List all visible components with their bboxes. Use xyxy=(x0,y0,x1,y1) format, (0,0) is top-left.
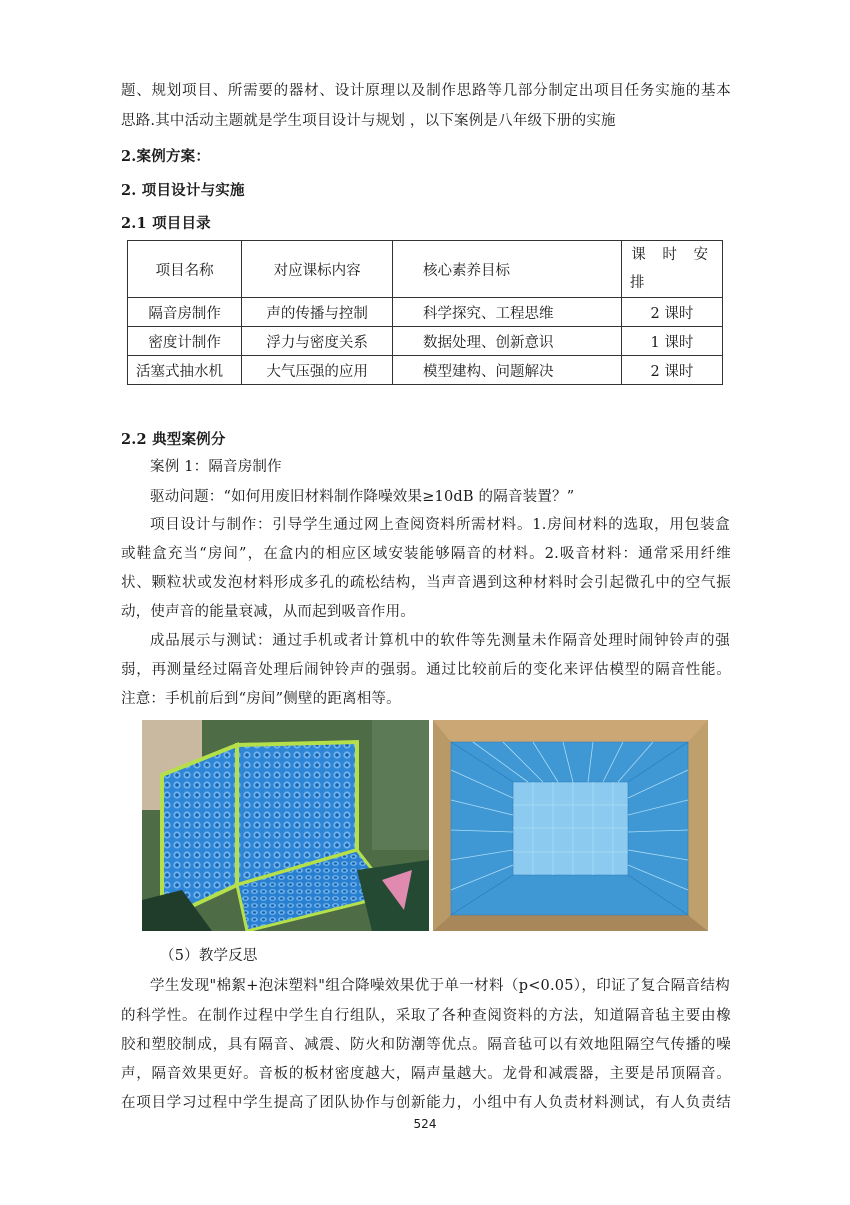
table-cell: 1 课时 xyxy=(621,327,722,356)
design-line-1: 项目设计与制作：引导学生通过网上查阅资料所需材料。1.房间材料的选取，用包装盒 xyxy=(150,517,730,533)
heading-project-design: 2. 项目设计与实施 xyxy=(121,182,245,199)
header-hours-line-2: 排 xyxy=(629,275,645,291)
intro-line-2: 思路.其中活动主题就是学生项目设计与规划 ，以下案例是八年级下册的实施 xyxy=(121,113,616,129)
table-cell: 大气压强的应用 xyxy=(242,356,393,385)
table-cell: 隔音房制作 xyxy=(128,298,242,327)
header-curriculum: 对应课标内容 xyxy=(242,241,393,298)
header-hours-line-1: 课 时 安 xyxy=(631,247,714,263)
pyramid-box-photo xyxy=(433,720,708,931)
design-line-2: 或鞋盒充当“房间”，在盒内的相应区域安装能够隔音的材料。2.吸音材料：通常采用纤维 xyxy=(121,546,731,562)
table-cell: 浮力与密度关系 xyxy=(242,327,393,356)
table-row xyxy=(128,327,723,356)
project-catalog-table xyxy=(127,240,723,385)
table-header-row xyxy=(128,241,723,298)
design-line-4: 动，使声音的能量衰减，从而起到吸音作用。 xyxy=(121,604,415,620)
table-cell: 2 课时 xyxy=(621,298,722,327)
table-cell: 数据处理、创新意识 xyxy=(393,327,622,356)
reflection-line-1: 学生发现"棉絮+泡沫塑料"组合降噪效果优于单一材料（p<0.05），印证了复合隔音结构 xyxy=(150,978,730,994)
design-line-3: 状、颗粒状或发泡材料形成多孔的疏松结构，当声音遇到这种材料时会引起微孔中的空气振 xyxy=(121,575,731,591)
case-title: 案例 1：隔音房制作 xyxy=(150,459,282,475)
header-literacy-goal: 核心素养目标 xyxy=(393,241,622,298)
driving-question: 驱动问题：“如何用废旧材料制作降噪效果≥10dB 的隔音装置？” xyxy=(150,489,575,505)
table-cell: 活塞式抽水机 xyxy=(128,356,242,385)
heading-catalog: 2.1 项目目录 xyxy=(121,215,211,232)
reflection-line-5: 在项目学习过程中学生提高了团队协作与创新能力，小组中有人负责材料测试，有人负责结 xyxy=(121,1095,731,1111)
foam-booth-illustration xyxy=(142,720,429,931)
table-row xyxy=(128,298,723,327)
test-line-3: 注意：手机前后到“房间”侧壁的距离相等。 xyxy=(121,691,401,707)
reflection-line-3: 胶和塑胶制成，具有隔音、减震、防火和防潮等优点。隔音毡可以有效地阻隔空气传播的噪 xyxy=(121,1037,731,1053)
heading-case-plan: 2.案例方案： xyxy=(121,148,211,165)
page-number: 524 xyxy=(413,1117,437,1131)
test-line-2: 弱，再测量经过隔音处理后闹钟铃声的强弱。通过比较前后的变化来评估模型的隔音性能。 xyxy=(121,662,731,678)
table-cell: 2 课时 xyxy=(621,356,722,385)
header-project-name: 项目名称 xyxy=(128,241,242,298)
pyramid-box-illustration xyxy=(433,720,708,931)
reflection-line-4: 声，隔音效果更好。音板的板材密度越大，隔声量越大。龙骨和减震器，主要是吊顶隔音。 xyxy=(121,1066,731,1082)
reflection-title: （5）教学反思 xyxy=(160,948,258,964)
foam-booth-photo xyxy=(142,720,429,931)
test-line-1: 成品展示与测试：通过手机或者计算机中的软件等先测量未作隔音处理时闹钟铃声的强 xyxy=(150,633,730,649)
table-cell: 模型建构、问题解决 xyxy=(393,356,622,385)
reflection-line-2: 的科学性。在制作过程中学生自行组队，采取了各种查阅资料的方法，知道隔音毡主要由橡 xyxy=(121,1008,731,1024)
table-cell: 声的传播与控制 xyxy=(242,298,393,327)
table-cell: 科学探究、工程思维 xyxy=(393,298,622,327)
heading-typical-case: 2.2 典型案例分 xyxy=(121,431,226,448)
table-cell: 密度计制作 xyxy=(128,327,242,356)
intro-line-1: 题、规划项目、所需要的器材、设计原理以及制作思路等几部分制定出项目任务实施的基本 xyxy=(121,83,731,99)
header-hours xyxy=(621,241,722,298)
table-row xyxy=(128,356,723,385)
